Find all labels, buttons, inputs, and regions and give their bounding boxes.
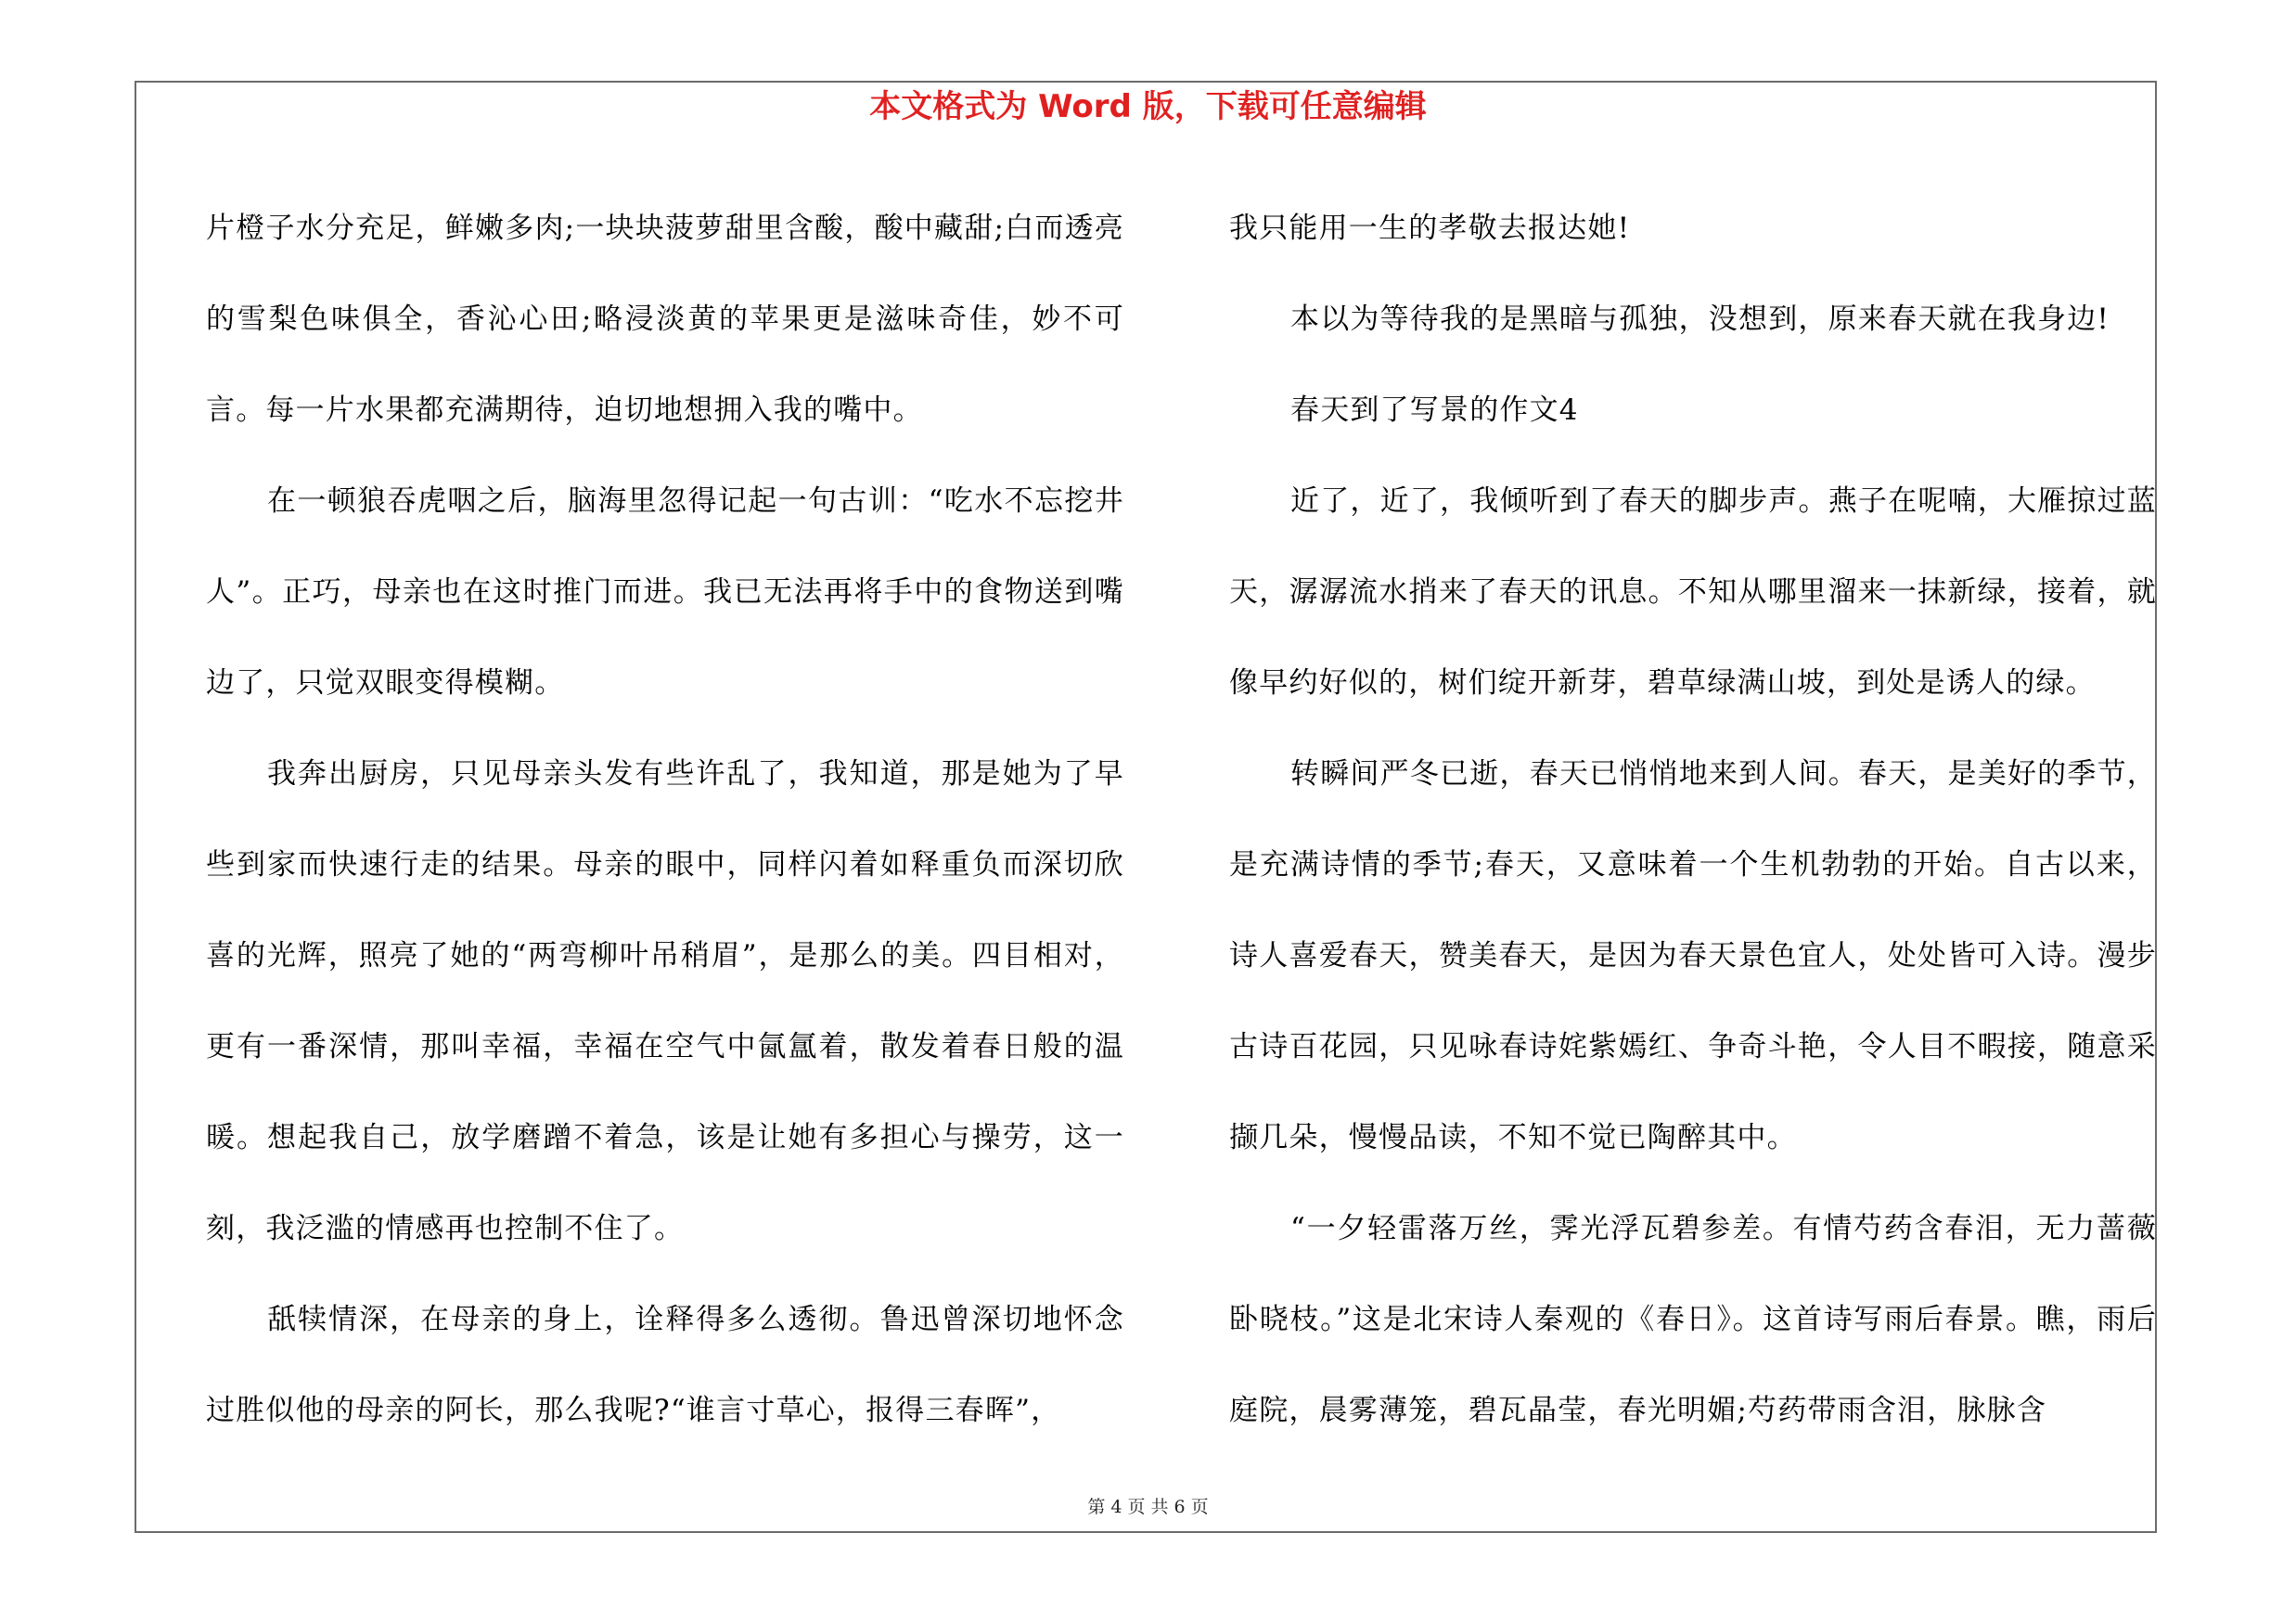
paragraph: 我只能用一生的孝敬去报达她! — [1229, 212, 1631, 245]
paragraph: 在一顿狼吞虎咽之后，脑海里忽得记起一句古训：“吃水不忘挖井人”。正巧，母亲也在这时推门而进。我已无法再将手中的食物送到嘴边了，只觉双眼变得模糊。 — [206, 484, 1124, 700]
paragraph: 转瞬间严冬已逝，春天已悄悄地来到人间。春天，是美好的季节，是充满诗情的季节;春天，又意味着一个生机勃勃的开始。自古以来，诗人喜爱春天，赞美春天，是因为春天景色宜人，处处皆可入诗。漫步古诗百花园，只见咏春诗姹紫嫣红、争奇斗艳，令人目不暇接，随意采撷几朵，慢慢品读，不知不觉已陶醉其中。 — [1229, 757, 2157, 1154]
paragraph: 片橙子水分充足，鲜嫩多肉;一块块菠萝甜里含酸，酸中藏甜;白而透亮的雪梨色味俱全，香沁心田;略浸淡黄的苹果更是滋味奇佳，妙不可言。每一片水果都充满期待，迫切地想拥入我的嘴中。 — [206, 212, 1124, 427]
page-number-footer: 第 4 页 共 6 页 — [1087, 1497, 1209, 1517]
section-heading: 春天到了写景的作文4 — [1290, 393, 1579, 427]
paragraph: 本以为等待我的是黑暗与孤独，没想到，原来春天就在我身边! — [1290, 303, 2110, 336]
paragraph: 近了，近了，我倾听到了春天的脚步声。燕子在呢喃，大雁掠过蓝天，潺潺流水捎来了春天的讯息。不知从哪里溜来一抹新绿，接着，就像早约好似的，树们绽开新芽，碧草绿满山坡，到处是诱人的绿。 — [1229, 484, 2157, 700]
right-column — [1229, 183, 2157, 1463]
paragraph: “一夕轻雷落万丝，霁光浮瓦碧参差。有情芍药含春泪，无力蔷薇卧晓枝。”这是北宋诗人秦观的《春日》。这首诗写雨后春景。瞧，雨后庭院，晨雾薄笼，碧瓦晶莹，春光明媚;芍药带雨含泪，脉脉含 — [1229, 1212, 2157, 1427]
left-column — [206, 183, 1124, 1463]
paragraph: 舐犊情深，在母亲的身上，诠释得多么透彻。鲁迅曾深切地怀念过胜似他的母亲的阿长，那么我呢?“谁言寸草心，报得三春晖”， — [206, 1303, 1124, 1427]
paragraph: 我奔出厨房，只见母亲头发有些许乱了，我知道，那是她为了早些到家而快速行走的结果。母亲的眼中，同样闪着如释重负而深切欣喜的光辉，照亮了她的“两弯柳叶吊稍眉”，是那么的美。四目相对，更有一番深情，那叫幸福，幸福在空气中氤氲着，散发着春日般的温暖。想起我自己，放学磨蹭不着急，该是让她有多担心与操劳，这一刻，我泛滥的情感再也控制不住了。 — [206, 757, 1124, 1245]
header-banner: 本文格式为 Word 版，下载可任意编辑 — [869, 88, 1427, 125]
